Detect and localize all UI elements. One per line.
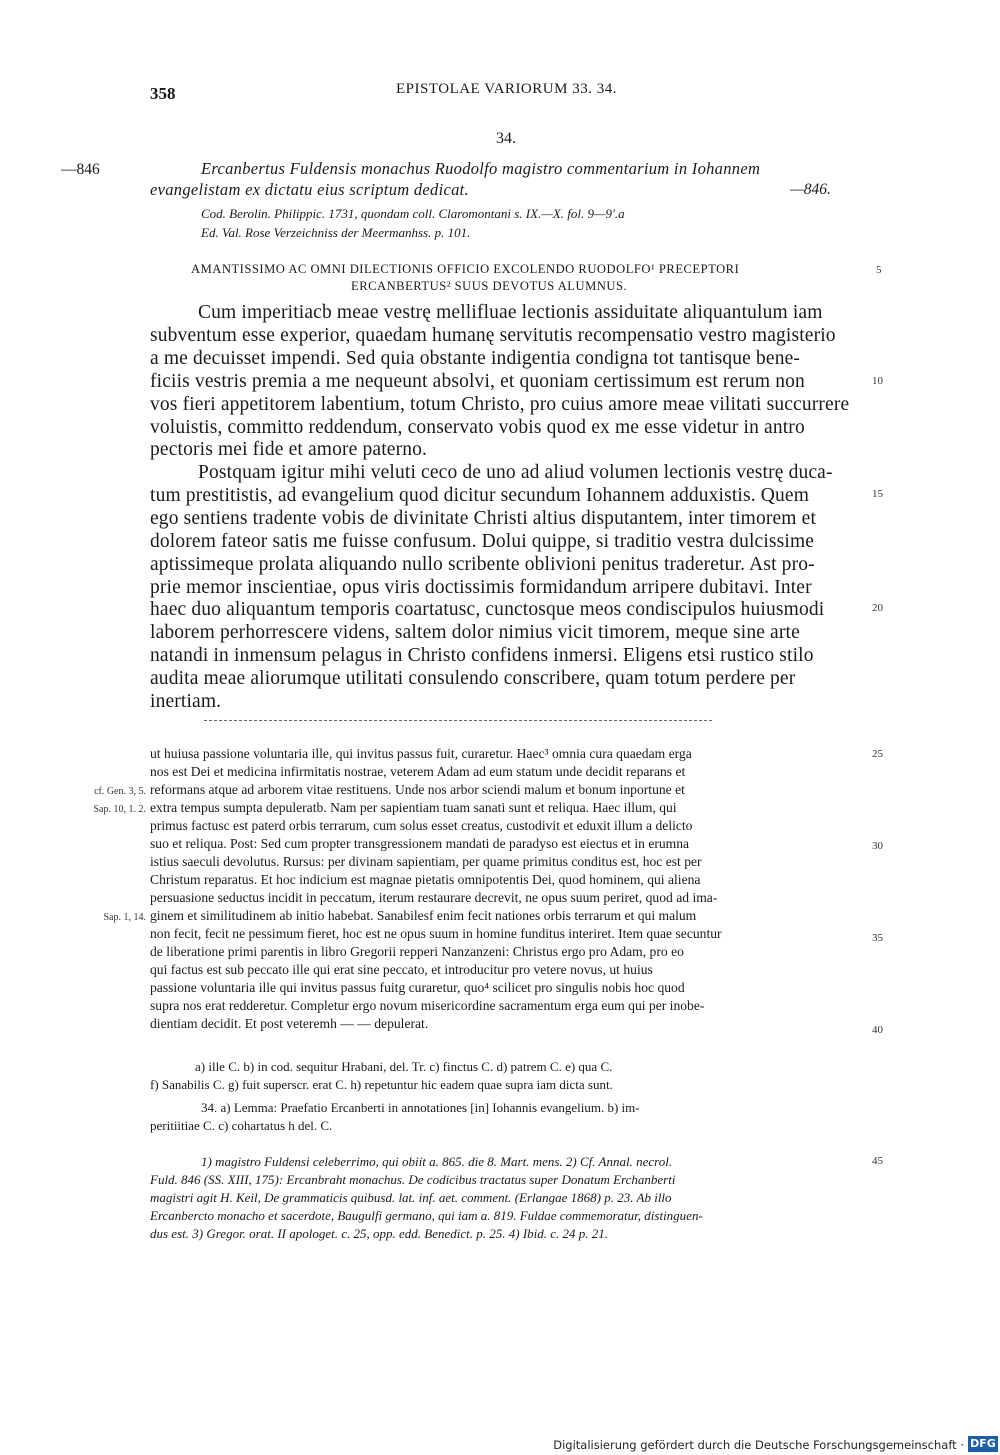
line-number: 30	[872, 840, 883, 852]
letter-summary-line-1: Ercanbertus Fuldensis monachus Ruodolfo magistro commentarium in Iohannem	[201, 159, 761, 178]
letter-number: 34.	[496, 130, 516, 147]
excerpt-line: qui factus est sub peccato ille qui erat sine peccato, et introducitur pro vetere novus, ut huius	[150, 962, 653, 977]
excerpt-line: non fecit, fecit ne pessimum fieret, hoc est ne opus suum in homine funditus interiret. Item quae secuntur	[150, 926, 722, 941]
excerpt-line: reformans atque ad arborem vitae restituens. Unde nos arbor sciendi malum et bonum inportune et	[150, 782, 685, 797]
body-line: audita meae aliorumque utilitati consulendo conscribere, quam totum perdere per	[150, 668, 796, 689]
date-right: —846.	[790, 181, 831, 198]
excerpt-line: istius saeculi devolutus. Rursus: per divinam sapientiam, per quame primitus conditus est, hoc est per	[150, 854, 702, 869]
body-line: vos fieri appetitorem labentium, totum Christo, pro cuius amore meae vilitati succurrere	[150, 394, 850, 415]
body-line: tum prestitistis, ad evangelium quod dicitur secundum Iohannem adduxistis. Quem	[150, 485, 810, 506]
line-number: 40	[872, 1024, 883, 1036]
line-number: 25	[872, 748, 883, 760]
footnote-line: dus est. 3) Gregor. orat. II apologet. c. 25, opp. edd. Benedict. p. 25. 4) Ibid. c. 24 p. 21.	[150, 1226, 609, 1241]
body-line: haec duo aliquantum temporis coartatusc, cunctosque meos condiscipulos huiusmodi	[150, 599, 825, 620]
excerpt-line: primus factusc est paterd orbis terrarum, cum solus esset creatus, custodivit et eduxit illum a delicto	[150, 818, 693, 833]
footnote-line: 1) magistro Fuldensi celeberrimo, qui obiit a. 865. die 8. Mart. mens. 2) Cf. Annal. necrol.	[201, 1154, 673, 1169]
footnote-line: Fuld. 846 (SS. XIII, 175): Ercanbraht monachus. De codicibus tractatus super Donatum Erchanberti	[150, 1172, 676, 1187]
section-divider	[204, 720, 712, 721]
excerpt-line: Christum reparatus. Et hoc indicium est magnae pietatis omnipotentis Dei, quod hominem, qui aliena	[150, 872, 701, 887]
footnote-line: Ercanbercto monacho et sacerdote, Baugulfi germano, qui iam a. 819. Fuldae commemoratur, distinguen-	[150, 1208, 703, 1223]
body-line: voluistis, committo reddendum, conservato vobis quod ex me esse videtur in antro	[150, 417, 805, 438]
date-left: —846	[61, 161, 100, 178]
margin-ref-sap1: Sap. 1, 14.	[103, 912, 146, 923]
body-line: aptissimeque prolata aliquando nullo scribente oblivioni penitus traderetur. Ast pro-	[150, 554, 815, 575]
margin-ref-gen: cf. Gen. 3, 5.	[94, 786, 146, 797]
body-line: prie memor inscientiae, opus viris doctissimis formidandum arripere dubitavi. Inter	[150, 577, 812, 598]
excerpt-line: de liberatione primi parentis in libro Gregorii repperi Nanzanzeni: Christus ergo pro Adam, pro eo	[150, 944, 684, 959]
funding-notice	[553, 1434, 1000, 1455]
apparatus-line: peritiitiae C. c) cohartatus h del. C.	[150, 1118, 333, 1133]
line-number: 5	[876, 264, 882, 276]
line-number: 15	[872, 488, 883, 500]
excerpt-line: suo et reliqua. Post: Sed cum propter transgressionem mandati de paradyso est eiectus et in erumna	[150, 836, 690, 851]
dfg-logo-icon[interactable]: DFG	[968, 1436, 998, 1452]
excerpt-line: ginem et similitudinem ab initio habebat. Sanabilesf enim fecit nationes orbis terrarum et qui malum	[150, 908, 697, 923]
excerpt-line: dientiam decidit. Et post veteremh — — depulerat.	[150, 1016, 429, 1031]
funding-text: Digitalisierung gefördert durch die Deutsche Forschungsgemeinschaft ·	[553, 1438, 964, 1452]
body-line: a me decuisset impendi. Sed quia obstante indigentia condigna tot tantisque bene-	[150, 348, 801, 369]
source-edition: Ed. Val. Rose Verzeichniss der Meermanhss. p. 101.	[201, 225, 471, 240]
line-number: 10	[872, 375, 883, 387]
line-number: 35	[872, 932, 883, 944]
apparatus-line: f) Sanabilis C. g) fuit superscr. erat C. h) repetuntur hic eadem quae supra iam dicta sunt.	[150, 1077, 613, 1092]
apparatus-line: a) ille C. b) in cod. sequitur Hrabani, del. Tr. c) finctus C. d) patrem C. e) qua C.	[195, 1059, 613, 1074]
body-line: ficiis vestris premia a me nequeunt absolvi, et quoniam certissimum est rerum non	[150, 371, 805, 392]
body-line: natandi in inmensum pelagus in Christo confidens inmersi. Eligens etsi rustico stilo	[150, 645, 814, 666]
excerpt-line: nos est Dei et medicina infirmitatis nostrae, veterem Adam ad eum statum unde decidit reparans et	[150, 764, 686, 779]
body-line: Cum imperitiacb meae vestrę mellifluae lectionis assiduitate aliquantulum iam	[198, 302, 823, 323]
apparatus-line: 34. a) Lemma: Praefatio Ercanberti in annotationes [in] Iohannis evangelium. b) im-	[201, 1100, 640, 1115]
margin-ref-sap10: Sap. 10, 1. 2.	[93, 804, 146, 815]
address-line-1: AMANTISSIMO AC OMNI DILECTIONIS OFFICIO EXCOLENDO RUODOLFO¹ PRECEPTORI	[191, 262, 740, 276]
excerpt-line: persuasione seductus incidit in peccatum, iterum restaurare decrevit, ne opus suum periret, quod ad ima-	[150, 890, 718, 905]
line-number: 45	[872, 1155, 883, 1167]
excerpt-line: passione voluntaria ille qui invitus passus fuitg curaretur, quo⁴ scilicet pro singulis nobis hoc quod	[150, 980, 685, 995]
body-line: pectoris mei fide et amore paterno.	[150, 439, 428, 460]
footnote-line: magistri agit H. Keil, De grammaticis quibusd. lat. inf. aet. comment. (Erlangae 1868) p. 23. Ab illo	[150, 1190, 672, 1205]
excerpt-line: supra nos erat redderetur. Completur ergo novum misericordine sacramentum erga eum qui per inobe-	[150, 998, 705, 1013]
body-line: subventum esse experior, quaedam humanę servitutis recompensatio vestro magisterio	[150, 325, 836, 346]
source-codex: Cod. Berolin. Philippic. 1731, quondam coll. Claromontani s. IX.—X. fol. 9—9'.a	[201, 206, 625, 221]
body-line: inertiam.	[150, 691, 222, 712]
excerpt-line: ut huiusa passione voluntaria ille, qui invitus passus fuit, curaretur. Haec³ omnia cura quaedam erga	[150, 746, 692, 761]
body-line: ego sentiens tradente vobis de divinitate Christi altius disputantem, inter timorem et	[150, 508, 817, 529]
running-title: EPISTOLAE VARIORUM 33. 34.	[396, 81, 617, 97]
address-line-2: ERCANBERTUS² SUUS DEVOTUS ALUMNUS.	[351, 279, 628, 293]
body-line: dolorem fateor satis me fuisse confusum. Dolui quippe, si traditio vestra dulcissime	[150, 531, 815, 552]
page-number: 358	[150, 84, 176, 103]
line-number: 20	[872, 602, 883, 614]
letter-summary-line-2: evangelistam ex dictatu eius scriptum dedicat.	[150, 180, 469, 199]
body-line: Postquam igitur mihi veluti ceco de uno ad aliud volumen lectionis vestrę duca-	[198, 462, 833, 483]
body-line: laborem perhorrescere videns, saltem dolor nimius vicit timorem, meque sine arte	[150, 622, 800, 643]
excerpt-line: extra tempus sumpta depuleratb. Nam per sapientiam tuam sanati sunt et reliqua. Haec illum, qui	[150, 800, 677, 815]
